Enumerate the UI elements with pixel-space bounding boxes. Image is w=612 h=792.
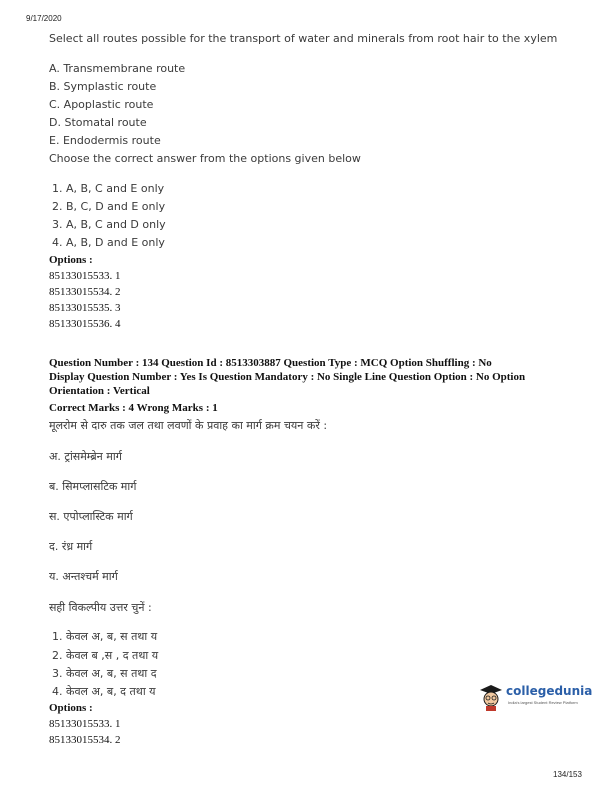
brand-tagline: India's largest Student Review Platform — [508, 700, 578, 705]
statement-c-hindi: स. एपोप्लास्टिक मार्ग — [49, 510, 133, 523]
statement-b: B. Symplastic route — [49, 80, 157, 93]
choice-4-english: 4. A, B, D and E only — [52, 236, 165, 249]
instruction-english: Choose the correct answer from the options given below — [49, 152, 361, 165]
question-meta-line1: Question Number : 134 Question Id : 8513303887 Question Type : MCQ Option Shuffling : No — [49, 357, 492, 369]
options-label: Options : — [49, 254, 93, 266]
question-meta-line2: Display Question Number : Yes Is Question Mandatory : No Single Line Question Option : No Option — [49, 371, 526, 383]
options-label-2: Options : — [49, 702, 93, 714]
option-id-2-second: 85133015534. 2 — [49, 734, 121, 746]
collegedunia-logo — [478, 682, 593, 714]
statement-a-hindi: अ. ट्रांसमेम्ब्रेन मार्ग — [49, 450, 122, 463]
choice-3-english: 3. A, B, C and D only — [52, 218, 166, 231]
question-stem-hindi: मूलरोम से दारु तक जल तथा लवणों के प्रवाह का मार्ग क्रम चयन करें : — [49, 419, 328, 432]
option-id-1-second: 85133015533. 1 — [49, 718, 121, 730]
choice-3-hindi: 3. केवल अ, ब, स तथा द — [52, 667, 157, 680]
choice-2-hindi: 2. केवल ब ,स , द तथा य — [52, 649, 159, 662]
page-number: 134/153 — [553, 770, 582, 779]
statement-e-hindi: य. अन्तश्चर्म मार्ग — [49, 570, 118, 583]
option-id-2: 85133015534. 2 — [49, 286, 121, 298]
statement-d-hindi: द. रंध्र मार्ग — [49, 540, 93, 553]
question-meta-line3: Orientation : Vertical — [49, 385, 150, 397]
mascot-icon — [478, 682, 504, 712]
marks-line: Correct Marks : 4 Wrong Marks : 1 — [49, 402, 218, 414]
instruction-hindi: सही विकल्पीय उत्तर चुनें : — [49, 601, 152, 614]
choice-1-english: 1. A, B, C and E only — [52, 182, 165, 195]
statement-d: D. Stomatal route — [49, 116, 147, 129]
choice-1-hindi: 1. केवल अ, ब, स तथा य — [52, 630, 158, 643]
statement-a: A. Transmembrane route — [49, 62, 186, 75]
statement-c: C. Apoplastic route — [49, 98, 154, 111]
option-id-4: 85133015536. 4 — [49, 318, 121, 330]
statement-b-hindi: ब. सिमप्लासटिक मार्ग — [49, 480, 137, 493]
brand-name: collegedunia — [506, 684, 593, 698]
question-stem-english: Select all routes possible for the transport of water and minerals from root hair to the xylem — [49, 32, 558, 45]
option-id-3: 85133015535. 3 — [49, 302, 121, 314]
choice-4-hindi: 4. केवल अ, ब, द तथा य — [52, 685, 156, 698]
print-date: 9/17/2020 — [26, 14, 62, 23]
choice-2-english: 2. B, C, D and E only — [52, 200, 166, 213]
statement-e: E. Endodermis route — [49, 134, 161, 147]
option-id-1: 85133015533. 1 — [49, 270, 121, 282]
